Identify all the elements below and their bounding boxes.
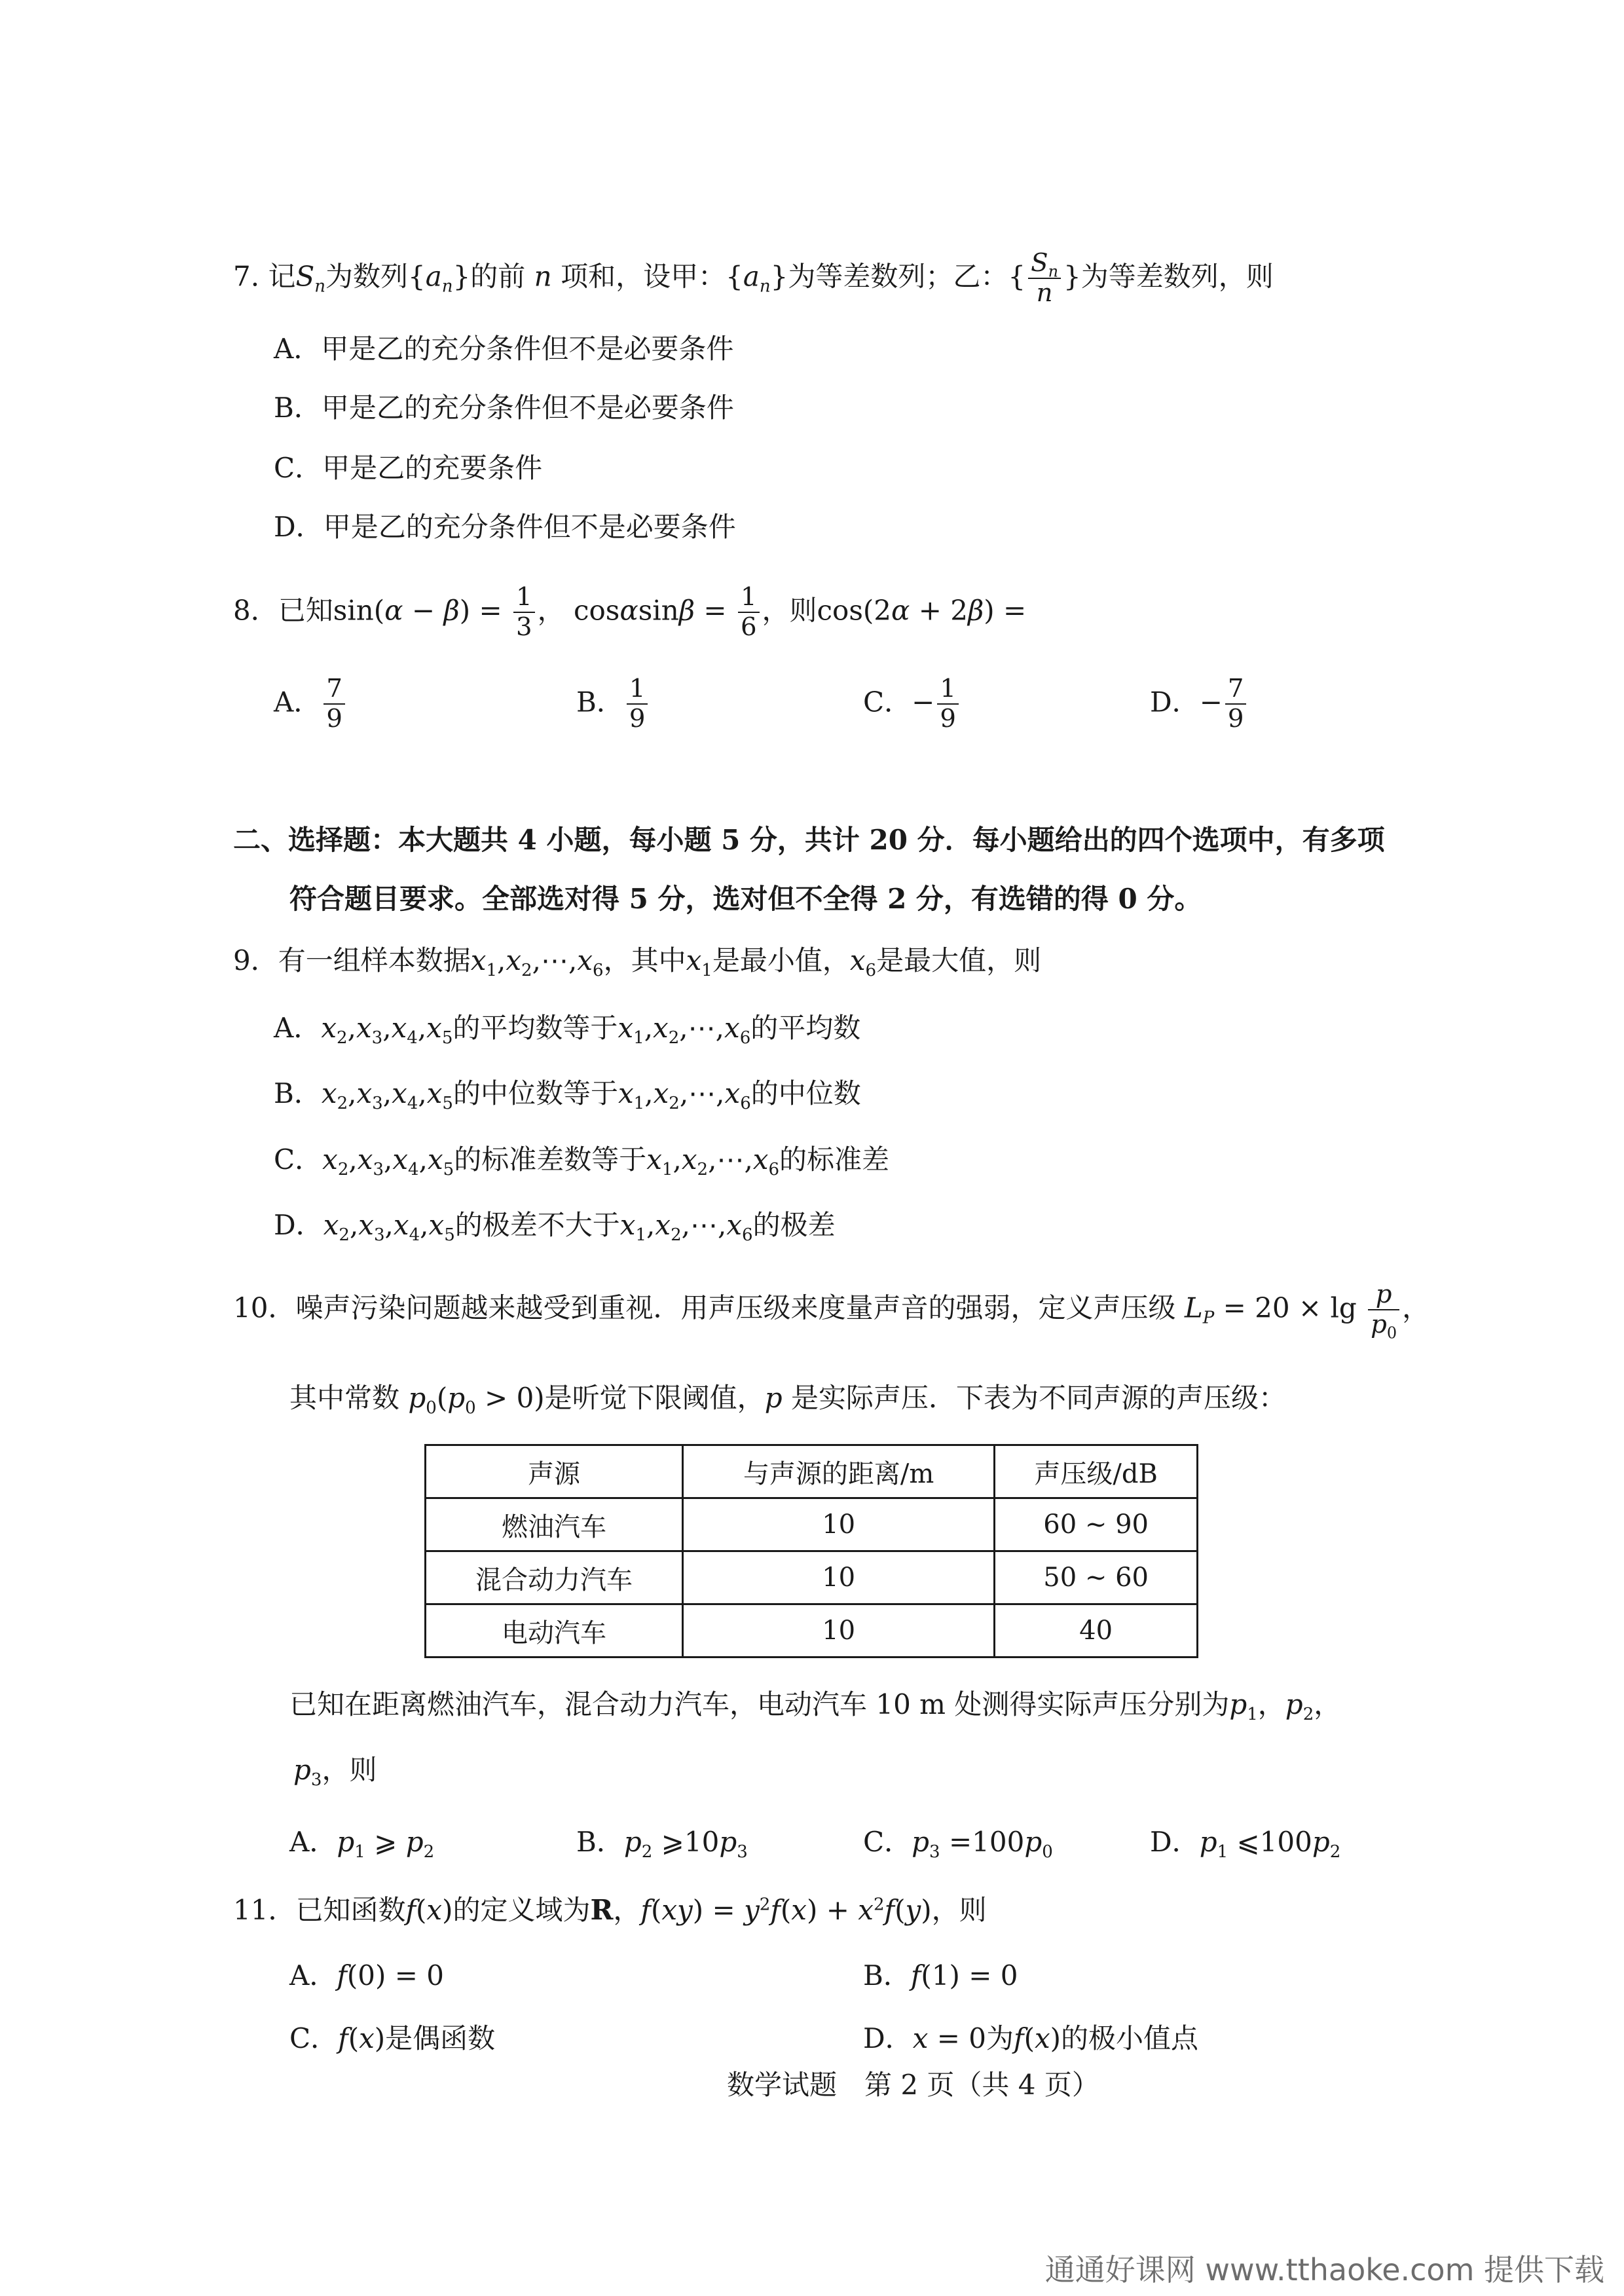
q7-option-c[interactable]: C．甲是乙的充要条件 [274,452,543,484]
table-cell: 10 [683,1604,995,1657]
table-header: 声压级/dB [995,1445,1198,1498]
table-cell: 10 [683,1498,995,1551]
watermark-text: 通通好课网 www.tthaoke.com 提供下载 [1044,2252,1604,2287]
q10-option-d[interactable]: D．$p_1$ $⩽100p_2$ [1150,1826,1341,1862]
q8-stem: 8．已知sin(α − β) = $\frac{1}{3}$ ， cosαsinβ = $\frac{1}{6}$ ，则cos(2α + 2β) = [233,582,1027,642]
q11-option-c[interactable]: C．f(x)是偶函数 [289,2022,496,2054]
table-cell: 电动汽车 [426,1604,683,1657]
q11-option-d[interactable]: D．x = 0为f(x)的极小值点 [863,2022,1199,2054]
q10-option-a[interactable]: A．$p_1$ ⩾ $p_2$ [289,1826,435,1862]
table-cell: 50 ~ 60 [995,1551,1198,1604]
q10-option-b[interactable]: B．$p_2$ $⩾10p_3$ [576,1826,748,1862]
q9-option-a[interactable]: A．$x_2,x_3,x_4,x_5$的平均数等于$x_1,x_2,\cdots,x_6$的平均数 [274,1012,861,1048]
table-cell: 燃油汽车 [426,1498,683,1551]
q8-option-a[interactable]: A． $\frac{7}{9}$ [274,675,348,734]
q7-option-d[interactable]: D．甲是乙的充分条件但不是必要条件 [274,511,736,543]
q11-stem: 11．已知函数f(x)的定义域为R，$f(xy) = y^2f(x) + x^2f(y)$，则 [233,1894,987,1926]
page-footer: 数学试题 第 2 页（共 4 页） [727,2069,1099,2101]
table-header: 声源 [426,1445,683,1498]
q11-option-b[interactable]: B．f(1) = 0 [863,1959,1018,1991]
sn-over-n-fraction: $\frac{S_n}{n}$ [1028,249,1061,308]
q10-stem-line1: 10．噪声污染问题越来越受到重视．用声压级来度量声音的强弱，定义声压级 $L_P = 20 \times \lg$ $\frac{p}{p_0}$ ， [233,1280,1430,1342]
q8-option-b[interactable]: B． $\frac{1}{9}$ [576,675,650,734]
table-row [426,1551,1198,1604]
table-header-row [426,1445,1198,1498]
table-cell: 40 [995,1604,1198,1657]
section2-heading-line2: 符合题目要求。全部选对得 5 分，选对但不全得 2 分，有选错的得 0 分。 [289,883,1202,915]
q9-option-c[interactable]: C．$x_2,x_3,x_4,x_5$的标准差数等于$x_1,x_2,\cdots,x_6$的标准差 [274,1143,890,1180]
q9-option-d[interactable]: D．$x_2,x_3,x_4,x_5$的极差不大于$x_1,x_2,\cdots,x_6$的极差 [274,1209,836,1246]
table-header: 与声源的距离/m [683,1445,995,1498]
table-cell: 60 ~ 90 [995,1498,1198,1551]
q7-stem: 7. 记$S_n$为数列$\{a_n\}$的前 n 项和，设甲：$\{a_n\}$为等差数列；乙：{ $\frac{S_n}{n}$ }为等差数列，则 [233,248,1274,308]
q11-option-a[interactable]: A．f(0) = 0 [289,1959,444,1991]
section2-heading-line1: 二、选择题：本大题共 4 小题，每小题 5 分，共计 20 分．每小题给出的四个选项中，有多项 [233,824,1385,856]
q8-option-c[interactable]: C．− $\frac{1}{9}$ [863,675,961,734]
q10-option-c[interactable]: C．$p_3 =100p_0$ [863,1826,1053,1862]
table-cell: 混合动力汽车 [426,1551,683,1604]
table-cell: 10 [683,1551,995,1604]
q8-option-d[interactable]: D．− $\frac{7}{9}$ [1150,675,1249,734]
q10-stem-line3: 已知在距离燃油汽车，混合动力汽车，电动汽车 10 m 处测得实际声压分别为$p_1$，$p_2$， [289,1688,1342,1725]
q10-stem-line4: $p_3$，则 [293,1754,377,1790]
q9-stem: 9．有一组样本数据$x_1,x_2,\cdots,x_6$，其中$x_1$是最小值，$x_6$是最大值，则 [233,944,1042,981]
q7-option-b[interactable]: B．甲是乙的充分条件但不是必要条件 [274,392,734,424]
table-row [426,1604,1198,1657]
q7-option-a[interactable]: A．甲是乙的充分条件但不是必要条件 [274,333,734,365]
table-row [426,1498,1198,1551]
sound-level-table [424,1444,1198,1658]
q10-stem-line2: 其中常数 $p_0(p_0 > 0)$是听觉下限阈值，p 是实际声压．下表为不同声源的声压级： [289,1382,1286,1418]
q9-option-b[interactable]: B．$x_2,x_3,x_4,x_5$的中位数等于$x_1,x_2,\cdots,x_6$的中位数 [274,1077,861,1114]
